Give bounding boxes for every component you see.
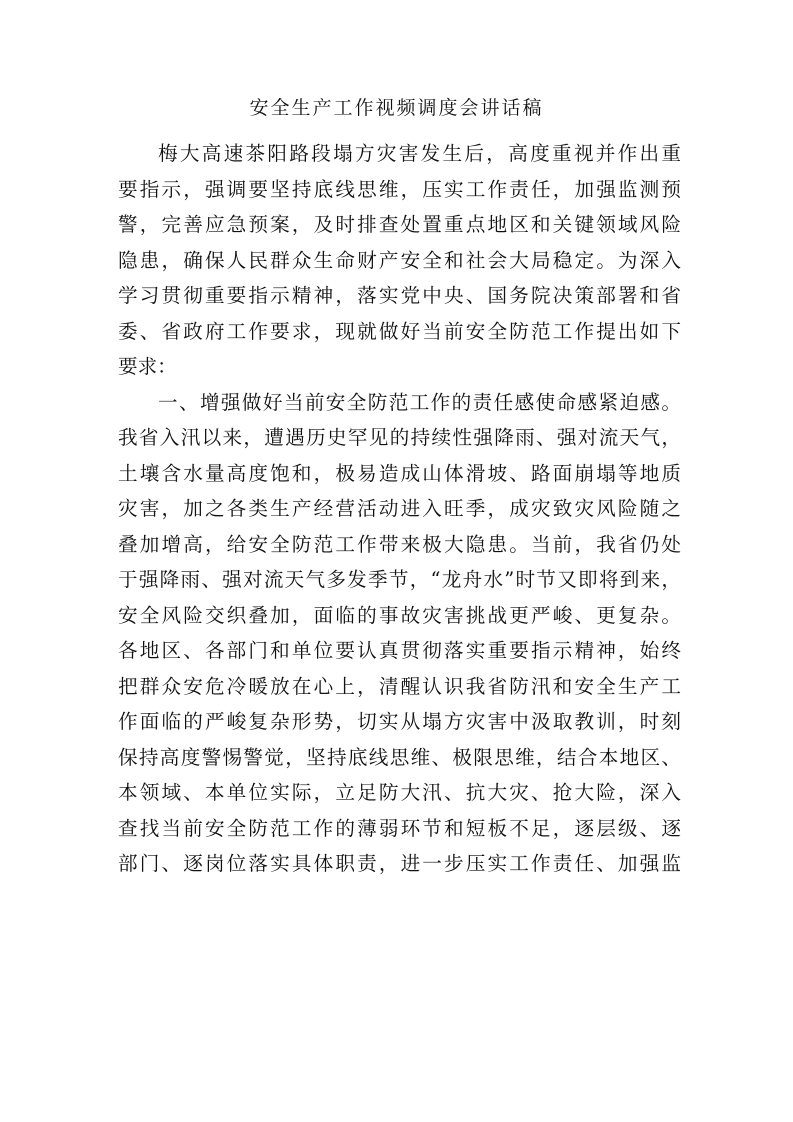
paragraph-line: 各地区、各部门和单位要认真贯彻落实重要指示精神，始终 <box>118 639 681 662</box>
paragraph-line: 于强降雨、强对流天气多发季节，“龙舟水”时节又即将到来， <box>118 568 681 591</box>
paragraph-line: 部门、逐岗位落实具体职责，进一步压实工作责任、加强监 <box>118 852 681 875</box>
paragraph-line: 梅大高速茶阳路段塌方灾害发生后，高度重视并作出重 <box>158 142 681 165</box>
paragraph-line: 灾害，加之各类生产经营活动进入旺季，成灾致灾风险随之 <box>118 497 681 520</box>
paragraph-line: 学习贯彻重要指示精神，落实党中央、国务院决策部署和省 <box>118 284 681 307</box>
paragraph-line: 保持高度警惕警觉，坚持底线思维、极限思维，结合本地区、 <box>118 745 681 769</box>
paragraph-line: 安全风险交织叠加，面临的事故灾害挑战更严峻、更复杂。 <box>118 603 681 627</box>
paragraph-line: 把群众安危冷暖放在心上，清醒认识我省防汛和安全生产工 <box>118 674 681 698</box>
paragraph-line: 隐患，确保人民群众生命财产安全和社会大局稳定。为深入 <box>118 248 681 272</box>
paragraph-line: 土壤含水量高度饱和，极易造成山体滑坡、路面崩塌等地质 <box>118 461 681 485</box>
paragraph-line: 警，完善应急预案，及时排查处置重点地区和关键领域风险 <box>118 213 681 236</box>
paragraph-line: 作面临的严峻复杂形势，切实从塌方灾害中汲取教训，时刻 <box>118 710 681 733</box>
paragraph-line: 本领域、本单位实际，立足防大汛、抗大灾、抢大险，深入 <box>118 781 681 804</box>
document-body <box>118 136 681 882</box>
document-title: 安全生产工作视频调度会讲话稿 <box>249 97 544 119</box>
paragraph-line: 要指示，强调要坚持底线思维，压实工作责任，加强监测预 <box>118 177 681 201</box>
section-heading-line: 一、增强做好当前安全防范工作的责任感使命感紧迫感。 <box>158 390 681 414</box>
paragraph-line: 委、省政府工作要求，现就做好当前安全防范工作提出如下 <box>118 319 681 343</box>
paragraph-line: 我省入汛以来，遭遇历史罕见的持续性强降雨、强对流天气， <box>118 426 681 449</box>
paragraph-line: 要求： <box>118 355 177 378</box>
paragraph-line: 查找当前安全防范工作的薄弱环节和短板不足，逐层级、逐 <box>118 816 681 840</box>
paragraph-line: 叠加增高，给安全防范工作带来极大隐患。当前，我省仍处 <box>118 532 681 556</box>
